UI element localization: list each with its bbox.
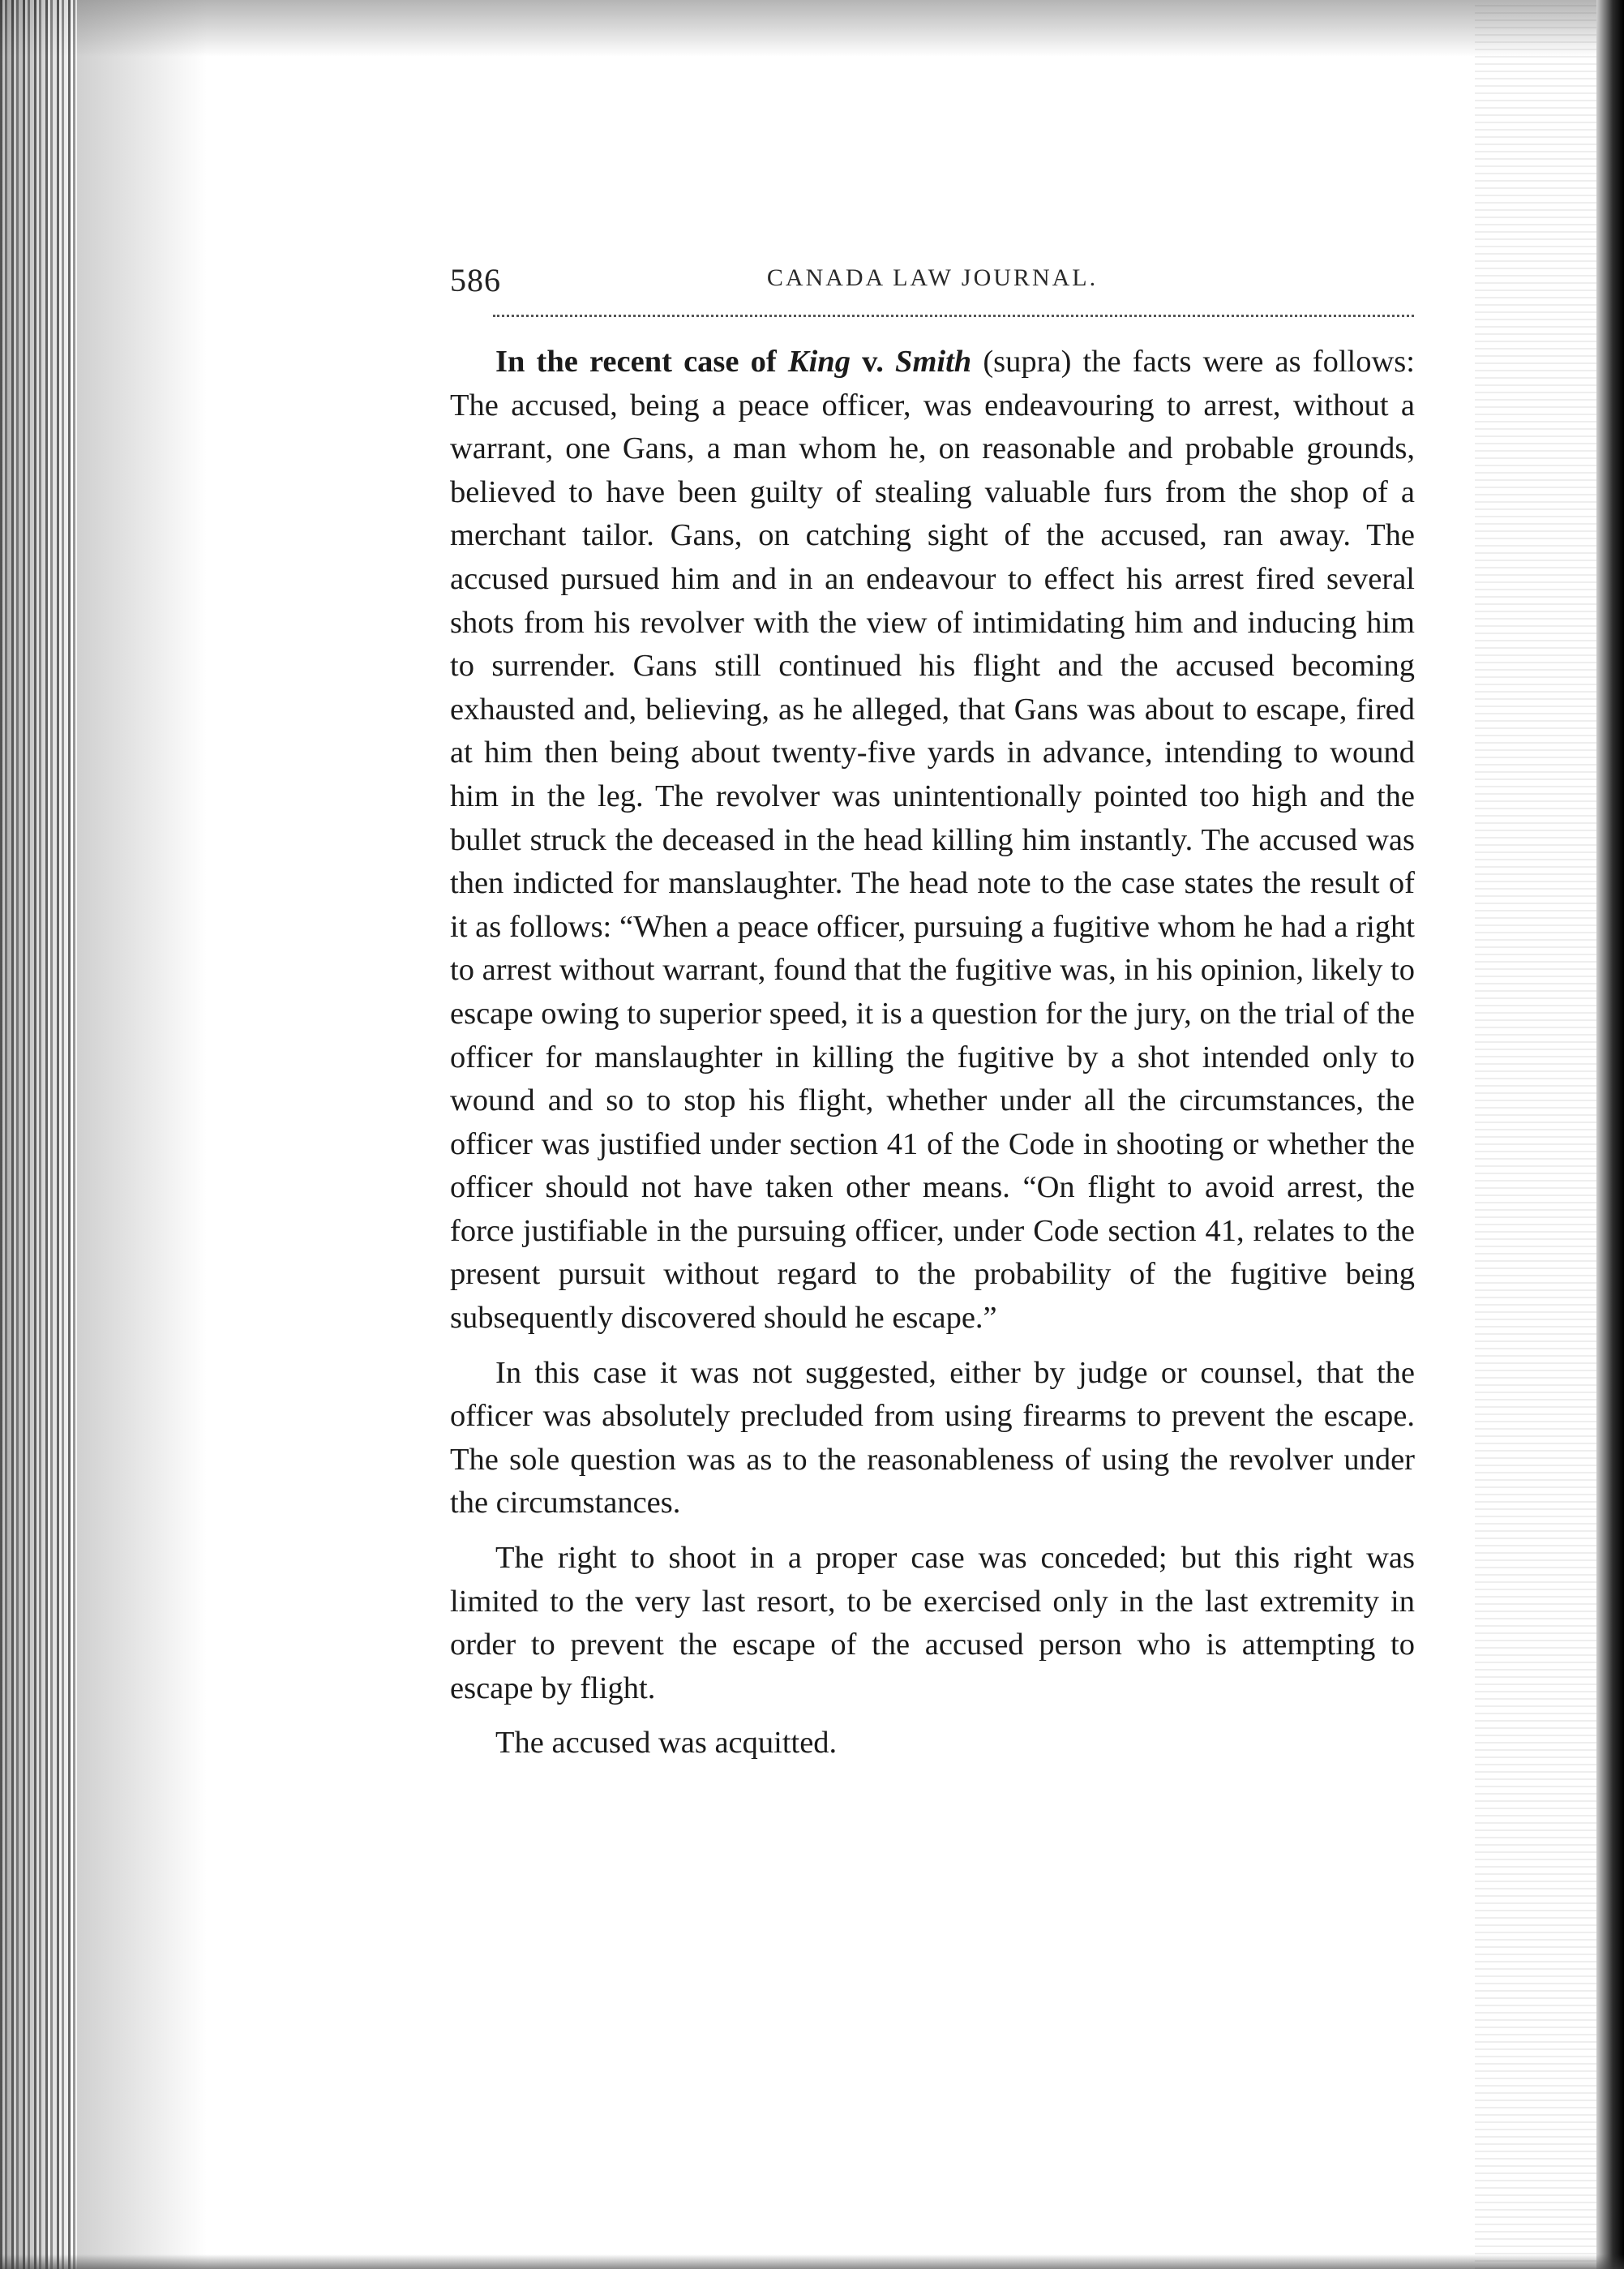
scan-top-shadow bbox=[0, 0, 1624, 57]
case-versus: v. bbox=[850, 345, 896, 379]
paragraph-3: The right to shoot in a proper case was conceded; but this right was limited to the very last resort, to be exercised only in the last extremity in order to prevent the escape of the accused person who is attempting to escape by flight. bbox=[450, 1541, 1415, 1705]
paragraph-4: The accused was acquitted. bbox=[495, 1726, 838, 1761]
paragraph-1 bbox=[450, 341, 1415, 1340]
scan-right-speckle bbox=[1475, 0, 1596, 2269]
page-number: 586 bbox=[450, 262, 501, 298]
case-name-smith: Smith bbox=[895, 345, 972, 379]
page-header bbox=[450, 261, 1415, 310]
scan-right-edge bbox=[1596, 0, 1624, 2269]
paragraph-1-start: In the recent case of bbox=[495, 345, 788, 379]
paragraph-2: In this case it was not suggested, either by judge or counsel, that the officer was absolutely precluded from using firearms to prevent the escape. The sole question was as to the reasonableness of using the revolver under the circumstances. bbox=[450, 1355, 1415, 1521]
scan-left-edge bbox=[0, 0, 77, 2269]
scan-left-shadow bbox=[77, 0, 207, 2269]
paragraph-1-rest: (supra) the facts were as follows: The accused, being a peace officer, was endeavouring to arrest, without a warrant, one Gans, a man whom he, on reasonable and probable grounds, believed to have been guilty of stealing valuable furs from the shop of a merchant tailor. Gans, on catching sight of the accused, ran away. The accused pursued him and in an endeavour to effect his arrest fired several shots from his revolver with the view of intimidating him and inducing him to surrender. Gans still continued his flight and the accused becoming exhausted and, believing, as he alleged, that Gans was about to escape, fired at him then being about twenty-five yards in advance, intending to wound him in the leg. The revolver was unintentionally pointed too high and the bullet struck the deceased in the head killing him instantly. The accused was then indicted for manslaughter. The head note to the case states the result of it as follows: “When a peace officer, pursuing a fugitive whom he had a right to arrest without warrant, found that the fugitive was, in his opinion, likely to escape owing to superior speed, it is a question for the jury, on the trial of the officer for manslaughter in killing the fugitive by a shot intended only to wound and so to stop his flight, whether under all the circumstances, the officer was justified under section 41 of the Code in shooting or whether the officer should not have taken other means. “On flight to avoid arrest, the force justifiable in the pursuing officer, under Code section 41, relates to the present pursuit without regard to the probability of the fugitive being subsequently discovered should he escape.” bbox=[450, 345, 1415, 1336]
scan-bottom-shadow bbox=[0, 2254, 1624, 2269]
running-title: CANADA LAW JOURNAL. bbox=[766, 264, 1099, 291]
article-body bbox=[450, 341, 1415, 1777]
case-name-king: King bbox=[787, 345, 851, 379]
header-rule bbox=[493, 315, 1414, 317]
